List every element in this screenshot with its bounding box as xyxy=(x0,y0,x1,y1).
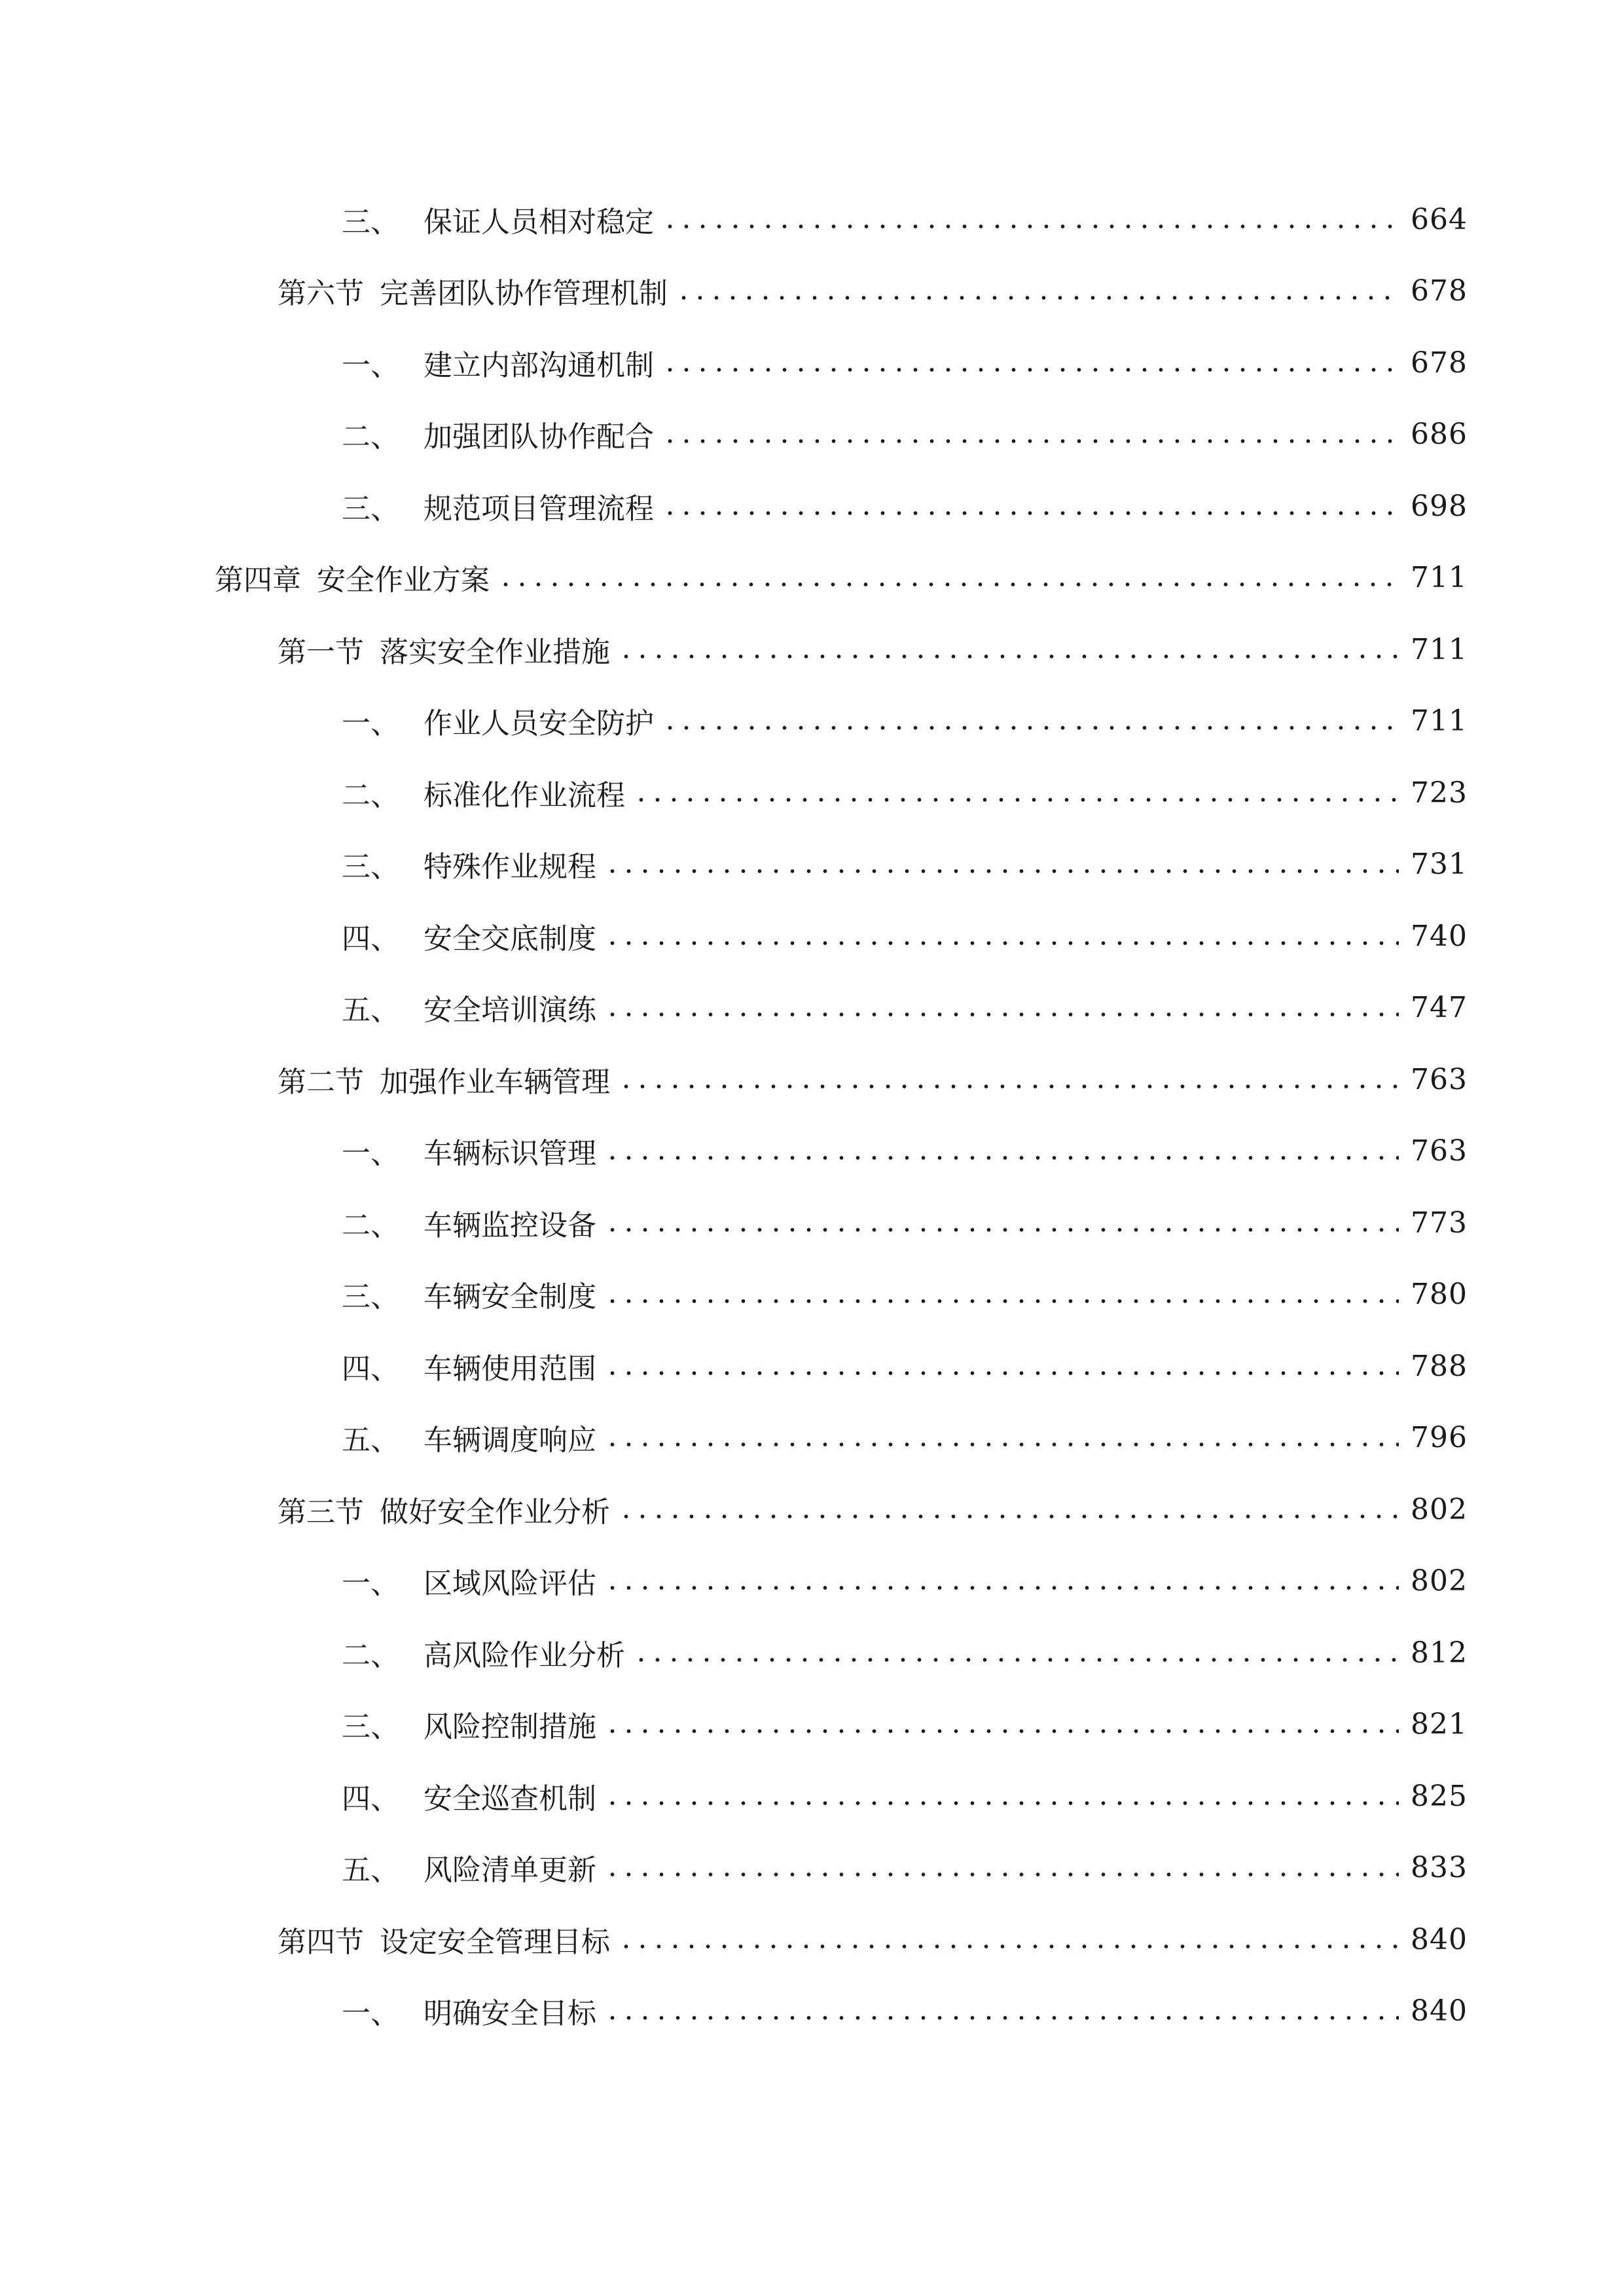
toc-entry-number: 三、 xyxy=(342,1710,399,1744)
toc-entry[interactable] xyxy=(0,1056,1624,1102)
toc-entry-page: 747 xyxy=(1411,990,1468,1024)
toc-entry-page: 763 xyxy=(1411,1062,1468,1096)
dot-leader xyxy=(604,868,1399,874)
toc-entry-number: 第四章 xyxy=(215,564,301,597)
toc-entry-number: 二、 xyxy=(342,1639,399,1672)
toc-entry-title: 安全作业方案 xyxy=(317,564,490,597)
toc-entry-number: 第四节 xyxy=(278,1926,364,1959)
toc-entry[interactable] xyxy=(0,411,1624,457)
toc-entry-title: 风险控制措施 xyxy=(424,1710,596,1744)
toc-entry-title: 车辆安全制度 xyxy=(424,1280,596,1314)
toc-entry-number: 二、 xyxy=(342,779,399,812)
toc-entry[interactable] xyxy=(0,1988,1624,2034)
toc-entry[interactable] xyxy=(0,626,1624,672)
dot-leader xyxy=(604,1585,1399,1591)
toc-entry-title: 加强团队协作配合 xyxy=(424,420,654,454)
toc-entry-number: 一、 xyxy=(342,1137,399,1170)
dot-leader xyxy=(676,295,1399,301)
toc-entry-title: 完善团队协作管理机制 xyxy=(380,277,668,310)
toc-entry-number: 三、 xyxy=(342,492,399,526)
toc-entry-number: 四、 xyxy=(342,1352,399,1386)
dot-leader xyxy=(604,940,1399,946)
dot-leader xyxy=(662,223,1399,230)
toc-entry[interactable] xyxy=(0,913,1624,959)
toc-entry-title: 建立内部沟通机制 xyxy=(424,349,654,382)
toc-entry[interactable] xyxy=(0,1271,1624,1317)
toc-entry[interactable] xyxy=(0,1630,1624,1676)
toc-entry-title: 安全交底制度 xyxy=(424,922,596,956)
toc-entry-page: 840 xyxy=(1411,1922,1468,1956)
toc-entry-number: 一、 xyxy=(342,349,399,382)
toc-entry-title: 加强作业车辆管理 xyxy=(380,1066,610,1099)
toc-entry-page: 740 xyxy=(1411,919,1468,953)
toc-entry-page: 773 xyxy=(1411,1206,1468,1240)
toc-entry-title: 落实安全作业措施 xyxy=(380,636,610,669)
toc-entry[interactable] xyxy=(0,1701,1624,1747)
toc-entry-page: 840 xyxy=(1411,1994,1468,2028)
toc-entry-title: 明确安全目标 xyxy=(424,1997,596,2030)
dot-leader xyxy=(604,1441,1399,1448)
toc-entry-title: 规范项目管理流程 xyxy=(424,492,654,526)
dot-leader xyxy=(604,1011,1399,1018)
dot-leader xyxy=(604,1227,1399,1233)
toc-entry[interactable] xyxy=(0,483,1624,529)
dot-leader xyxy=(604,1298,1399,1304)
toc-entry[interactable] xyxy=(0,984,1624,1030)
toc-entry-page: 833 xyxy=(1411,1850,1468,1884)
toc-entry-title: 车辆标识管理 xyxy=(424,1137,596,1170)
toc-entry-number: 一、 xyxy=(342,707,399,740)
toc-entry-title: 保证人员相对稳定 xyxy=(424,206,654,239)
toc-entry-title: 安全培训演练 xyxy=(424,994,596,1027)
dot-leader xyxy=(604,1155,1399,1161)
toc-entry-page: 731 xyxy=(1411,847,1468,881)
dot-leader xyxy=(618,653,1399,660)
toc-entry[interactable] xyxy=(0,196,1624,242)
toc-entry[interactable] xyxy=(0,1486,1624,1532)
toc-entry-title: 安全巡查机制 xyxy=(424,1782,596,1816)
toc-entry-title: 车辆监控设备 xyxy=(424,1209,596,1242)
dot-leader xyxy=(604,1800,1399,1806)
toc-entry-title: 作业人员安全防护 xyxy=(424,707,654,740)
dot-leader xyxy=(662,725,1399,731)
toc-entry-number: 四、 xyxy=(342,1782,399,1816)
toc-entry[interactable] xyxy=(0,770,1624,816)
toc-entry-title: 做好安全作业分析 xyxy=(380,1496,610,1529)
dot-leader xyxy=(662,510,1399,516)
toc-entry-number: 四、 xyxy=(342,922,399,956)
toc-entry-title: 车辆使用范围 xyxy=(424,1352,596,1386)
toc-entry-number: 三、 xyxy=(342,1280,399,1314)
dot-leader xyxy=(604,1871,1399,1878)
toc-entry[interactable] xyxy=(0,1844,1624,1890)
toc-entry-page: 664 xyxy=(1411,202,1468,236)
dot-leader xyxy=(618,1513,1399,1520)
toc-entry[interactable] xyxy=(0,554,1624,600)
toc-entry-page: 812 xyxy=(1411,1636,1468,1670)
toc-entry-number: 一、 xyxy=(342,1567,399,1600)
toc-entry-number: 五、 xyxy=(342,1854,399,1887)
toc-entry-page: 802 xyxy=(1411,1492,1468,1526)
toc-entry[interactable] xyxy=(0,1200,1624,1246)
toc-entry-title: 标准化作业流程 xyxy=(424,779,625,812)
toc-entry-title: 高风险作业分析 xyxy=(424,1639,625,1672)
toc-entry[interactable] xyxy=(0,1916,1624,1962)
toc-entry-number: 三、 xyxy=(342,850,399,884)
toc-entry-title: 特殊作业规程 xyxy=(424,850,596,884)
toc-entry[interactable] xyxy=(0,1773,1624,1819)
toc-entry-page: 763 xyxy=(1411,1134,1468,1168)
toc-entry[interactable] xyxy=(0,268,1624,314)
toc-entry-page: 711 xyxy=(1411,560,1468,594)
toc-entry-page: 723 xyxy=(1411,776,1468,810)
dot-leader xyxy=(604,2015,1399,2021)
toc-entry-page: 802 xyxy=(1411,1564,1468,1598)
toc-entry-number: 第一节 xyxy=(278,636,364,669)
toc-entry-number: 第三节 xyxy=(278,1496,364,1529)
toc-entry[interactable] xyxy=(0,1128,1624,1174)
dot-leader xyxy=(618,1943,1399,1950)
dot-leader xyxy=(633,1657,1399,1663)
toc-entry-number: 五、 xyxy=(342,994,399,1027)
toc-entry[interactable] xyxy=(0,841,1624,887)
dot-leader xyxy=(662,438,1399,444)
toc-entry-number: 二、 xyxy=(342,420,399,454)
toc-entry[interactable] xyxy=(0,1343,1624,1389)
dot-leader xyxy=(604,1728,1399,1734)
toc-entry-title: 区域风险评估 xyxy=(424,1567,596,1600)
toc-entry-page: 796 xyxy=(1411,1420,1468,1454)
toc-entry-number: 三、 xyxy=(342,206,399,239)
toc-entry-page: 698 xyxy=(1411,489,1468,523)
toc-entry-title: 风险清单更新 xyxy=(424,1854,596,1887)
toc-entry-page: 686 xyxy=(1411,417,1468,451)
toc-entry-page: 711 xyxy=(1411,632,1468,666)
dot-leader xyxy=(618,1083,1399,1090)
dot-leader xyxy=(633,797,1399,803)
toc-entry-number: 五、 xyxy=(342,1424,399,1457)
toc-entry-page: 788 xyxy=(1411,1349,1468,1383)
toc-entry[interactable] xyxy=(0,1558,1624,1604)
dot-leader xyxy=(497,581,1399,588)
toc-entry-number: 第六节 xyxy=(278,277,364,310)
toc-entry-page: 821 xyxy=(1411,1707,1468,1741)
toc-entry[interactable] xyxy=(0,340,1624,386)
toc-entry-title: 车辆调度响应 xyxy=(424,1424,596,1457)
toc-entry-page: 780 xyxy=(1411,1277,1468,1311)
dot-leader xyxy=(662,367,1399,373)
toc-entry-title: 设定安全管理目标 xyxy=(380,1926,610,1959)
toc-entry-number: 第二节 xyxy=(278,1066,364,1099)
toc-entry-page: 825 xyxy=(1411,1779,1468,1813)
toc-entry-page: 678 xyxy=(1411,346,1468,380)
toc-entry-page: 711 xyxy=(1411,704,1468,738)
toc-entry-number: 二、 xyxy=(342,1209,399,1242)
toc-entry-number: 一、 xyxy=(342,1997,399,2030)
toc-entry[interactable] xyxy=(0,698,1624,744)
toc-entry[interactable] xyxy=(0,1414,1624,1460)
toc-entry-page: 678 xyxy=(1411,274,1468,308)
dot-leader xyxy=(604,1370,1399,1376)
